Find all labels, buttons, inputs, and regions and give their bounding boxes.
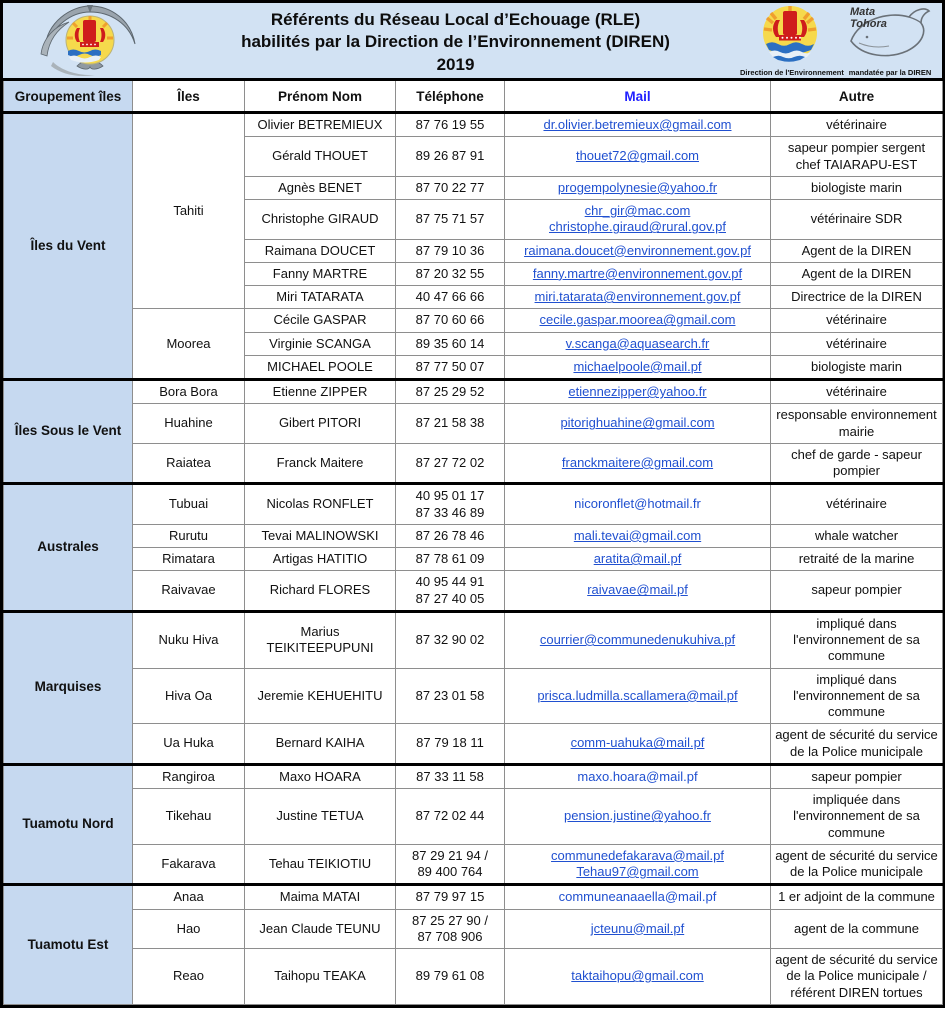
mail-cell	[505, 380, 771, 404]
table-row	[4, 764, 943, 788]
col-header-mail: Mail	[505, 80, 771, 113]
email-link[interactable]: raivavae@mail.pf	[587, 582, 688, 598]
name-cell: Gérald THOUET	[245, 137, 396, 177]
mail-cell	[505, 571, 771, 612]
group-cell: Australes	[4, 484, 133, 612]
phone-cell: 87 75 71 57	[396, 200, 505, 240]
phone-cell: 87 76 19 55	[396, 113, 505, 137]
name-cell: MICHAEL POOLE	[245, 355, 396, 379]
name-cell: Franck Maitere	[245, 443, 396, 484]
name-cell: Maima MATAI	[245, 885, 396, 909]
email-link[interactable]: mali.tevai@gmail.com	[573, 527, 702, 543]
name-cell: Taihopu TEAKA	[245, 949, 396, 1005]
table-header-row	[4, 80, 943, 113]
email-link[interactable]: fanny.martre@environnement.gov.pf	[532, 265, 743, 281]
phone-cell: 87 70 60 66	[396, 309, 505, 332]
mail-cell	[505, 113, 771, 137]
name-cell: Justine TETUA	[245, 789, 396, 845]
email-link[interactable]: prisca.ludmilla.scallamera@mail.pf	[537, 687, 738, 703]
name-cell: Nicolas RONFLET	[245, 484, 396, 525]
autre-cell: vétérinaire SDR	[771, 200, 943, 240]
diren-logo-box	[740, 3, 844, 77]
name-cell: Fanny MARTRE	[245, 262, 396, 285]
table-row	[4, 443, 943, 484]
table-row	[4, 611, 943, 668]
mail-cell	[505, 949, 771, 1005]
mail-cell	[505, 764, 771, 788]
mata-tohora-logo-box	[840, 3, 940, 77]
autre-cell: sapeur pompier	[771, 571, 943, 612]
autre-cell: impliqué dans l'environnement de sa commune	[771, 668, 943, 724]
table-row	[4, 949, 943, 1005]
email-link[interactable]: taktaihopu@gmail.com	[571, 968, 704, 984]
mail-cell	[505, 404, 771, 444]
name-cell: Marius TEIKITEEPUPUNI	[245, 611, 396, 668]
mail-cell	[505, 548, 771, 571]
group-cell: Tuamotu Est	[4, 885, 133, 1005]
autre-cell: 1 er adjoint de la commune	[771, 885, 943, 909]
email-link[interactable]: franckmaitere@gmail.com	[561, 454, 714, 470]
email-link[interactable]: aratita@mail.pf	[593, 551, 682, 566]
col-header-iles: Îles	[133, 80, 245, 113]
mail-cell	[505, 262, 771, 285]
autre-cell: agent de sécurité du service de la Police municipale / référent DIREN tortues	[771, 949, 943, 1005]
autre-cell: agent de sécurité du service de la Police municipale	[771, 844, 943, 885]
french-polynesia-emblem-icon	[759, 3, 821, 65]
email-link[interactable]: communedefakarava@mail.pf	[551, 847, 724, 863]
phone-cell: 87 78 61 09	[396, 548, 505, 571]
phone-cell: 87 79 18 11	[396, 724, 505, 765]
email-link[interactable]: thouet72@gmail.com	[575, 148, 700, 164]
mail-cell	[505, 200, 771, 240]
island-cell: Hiva Oa	[133, 668, 245, 724]
autre-cell: vétérinaire	[771, 113, 943, 137]
name-cell: Gibert PITORI	[245, 404, 396, 444]
phone-cell: 87 23 01 58	[396, 668, 505, 724]
autre-cell: responsable environnement mairie	[771, 404, 943, 444]
phone-cell: 87 20 32 55	[396, 262, 505, 285]
email-link[interactable]: progempolynesie@yahoo.fr	[557, 179, 718, 195]
mail-cell	[505, 355, 771, 379]
table-row	[4, 113, 943, 137]
phone-cell: 89 26 87 91	[396, 137, 505, 177]
autre-cell: impliqué dans l'environnement de sa commune	[771, 611, 943, 668]
group-cell: Îles Sous le Vent	[4, 380, 133, 484]
mail-cell	[505, 524, 771, 547]
rle-table-body	[4, 113, 943, 1005]
diren-caption: Direction de l'Environnement	[740, 68, 844, 77]
email-link[interactable]: v.scanga@aquasearch.fr	[565, 335, 710, 351]
name-cell: Richard FLORES	[245, 571, 396, 612]
email-link[interactable]: etiennezipper@yahoo.fr	[568, 384, 707, 399]
email-link[interactable]: jcteunu@mail.pf	[590, 920, 685, 936]
phone-cell: 87 79 10 36	[396, 239, 505, 262]
phone-cell: 87 21 58 38	[396, 404, 505, 444]
table-row	[4, 909, 943, 949]
email-link[interactable]: Tehau97@gmail.com	[576, 864, 699, 879]
email-link[interactable]: cecile.gaspar.moorea@gmail.com	[539, 312, 736, 328]
email-link[interactable]: pitorighuahine@gmail.com	[560, 415, 715, 431]
mail-cell	[505, 724, 771, 765]
phone-cell: 87 70 22 77	[396, 176, 505, 199]
email-link[interactable]: communeanaaella@mail.pf	[558, 889, 717, 905]
phone-cell: 87 72 02 44	[396, 789, 505, 845]
island-cell: Ua Huka	[133, 724, 245, 765]
email-link[interactable]: maxo.hoara@mail.pf	[577, 768, 698, 784]
island-cell: Raiatea	[133, 443, 245, 484]
autre-cell: agent de la commune	[771, 909, 943, 949]
name-cell: Etienne ZIPPER	[245, 380, 396, 404]
group-cell: Marquises	[4, 611, 133, 764]
autre-cell: Directrice de la DIREN	[771, 286, 943, 309]
name-cell: Olivier BETREMIEUX	[245, 113, 396, 137]
mail-cell	[505, 286, 771, 309]
island-cell: Anaa	[133, 885, 245, 909]
island-cell: Rurutu	[133, 524, 245, 547]
name-cell: Tehau TEIKIOTIU	[245, 844, 396, 885]
mail-cell	[505, 484, 771, 525]
autre-cell: vétérinaire	[771, 309, 943, 332]
table-row	[4, 380, 943, 404]
title-line2: habilités par la Direction de l’Environnement (DIREN)	[241, 32, 670, 52]
phone-cell: 87 25 27 90 / 87 708 906	[396, 909, 505, 949]
autre-cell: agent de sécurité du service de la Police municipale	[771, 724, 943, 765]
email-link[interactable]: michaelpoole@mail.pf	[573, 358, 702, 374]
island-cell: Tahiti	[133, 113, 245, 309]
autre-cell: sapeur pompier	[771, 764, 943, 788]
phone-cell: 87 25 29 52	[396, 380, 505, 404]
name-cell: Tevai MALINOWSKI	[245, 524, 396, 547]
mata-label-line1: Mata	[850, 6, 876, 18]
name-cell: Jeremie KEHUEHITU	[245, 668, 396, 724]
autre-cell: vétérinaire	[771, 484, 943, 525]
header-logos	[740, 3, 940, 78]
mail-cell	[505, 668, 771, 724]
mail-cell	[505, 239, 771, 262]
autre-cell: retraité de la marine	[771, 548, 943, 571]
table-row	[4, 724, 943, 765]
phone-cell: 40 47 66 66	[396, 286, 505, 309]
island-cell: Moorea	[133, 309, 245, 380]
name-cell: Christophe GIRAUD	[245, 200, 396, 240]
table-row	[4, 524, 943, 547]
mail-cell	[505, 611, 771, 668]
island-cell: Tikehau	[133, 789, 245, 845]
island-cell: Rimatara	[133, 548, 245, 571]
phone-cell: 87 32 90 02	[396, 611, 505, 668]
mail-cell	[505, 443, 771, 484]
autre-cell: sapeur pompier sergent chef TAIARAPU-EST	[771, 137, 943, 177]
table-row	[4, 789, 943, 845]
autre-cell: biologiste marin	[771, 176, 943, 199]
mail-cell	[505, 176, 771, 199]
phone-cell: 87 27 72 02	[396, 443, 505, 484]
phone-cell: 40 95 01 17 87 33 46 89	[396, 484, 505, 525]
name-cell: Cécile GASPAR	[245, 309, 396, 332]
mata-tohora-caption: mandatée par la DIREN	[848, 68, 932, 77]
email-link[interactable]: pension.justine@yahoo.fr	[564, 808, 711, 824]
table-row	[4, 309, 943, 332]
email-link[interactable]: nicoronflet@hotmail.fr	[574, 496, 701, 512]
table-row	[4, 885, 943, 909]
phone-cell: 89 79 61 08	[396, 949, 505, 1005]
autre-cell: whale watcher	[771, 524, 943, 547]
email-link[interactable]: christophe.giraud@rural.gov.pf	[549, 219, 726, 235]
island-cell: Fakarava	[133, 844, 245, 885]
rle-stranding-network-logo-icon	[33, 4, 147, 78]
island-cell: Reao	[133, 949, 245, 1005]
referents-table	[3, 78, 943, 1005]
phone-cell: 89 35 60 14	[396, 332, 505, 355]
autre-cell: Agent de la DIREN	[771, 262, 943, 285]
autre-cell: vétérinaire	[771, 380, 943, 404]
name-cell: Maxo HOARA	[245, 764, 396, 788]
phone-cell: 87 79 97 15	[396, 885, 505, 909]
group-cell: Tuamotu Nord	[4, 764, 133, 885]
island-cell: Nuku Hiva	[133, 611, 245, 668]
email-link[interactable]: chr_gir@mac.com	[584, 203, 691, 218]
name-cell: Bernard KAIHA	[245, 724, 396, 765]
autre-cell: impliquée dans l'environnement de sa commune	[771, 789, 943, 845]
phone-cell: 87 33 11 58	[396, 764, 505, 788]
table-row	[4, 571, 943, 612]
phone-cell: 87 26 78 46	[396, 524, 505, 547]
name-cell: Artigas HATITIO	[245, 548, 396, 571]
page-title	[168, 9, 743, 76]
email-link[interactable]: courrier@communedenukuhiva.pf	[539, 632, 736, 647]
table-row	[4, 548, 943, 571]
name-cell: Agnès BENET	[245, 176, 396, 199]
island-cell: Tubuai	[133, 484, 245, 525]
title-year: 2019	[436, 54, 475, 74]
island-cell: Raivavae	[133, 571, 245, 612]
email-link[interactable]: raimana.doucet@environnement.gov.pf	[524, 242, 751, 258]
island-cell: Hao	[133, 909, 245, 949]
table-row	[4, 404, 943, 444]
mail-cell	[505, 885, 771, 909]
autre-cell: vétérinaire	[771, 332, 943, 355]
col-header-prenom-nom: Prénom Nom	[245, 80, 396, 113]
phone-cell: 40 95 44 91 87 27 40 05	[396, 571, 505, 612]
email-link[interactable]: dr.olivier.betremieux@gmail.com	[543, 117, 732, 132]
island-cell: Huahine	[133, 404, 245, 444]
mata-tohora-label	[850, 7, 887, 30]
header-band	[3, 3, 942, 78]
mail-cell	[505, 332, 771, 355]
mail-cell	[505, 909, 771, 949]
mail-cell	[505, 309, 771, 332]
autre-cell: biologiste marin	[771, 355, 943, 379]
table-row	[4, 668, 943, 724]
email-link[interactable]: miri.tatarata@environnement.gov.pf	[534, 289, 741, 304]
autre-cell: chef de garde - sapeur pompier	[771, 443, 943, 484]
col-header-autre: Autre	[771, 80, 943, 113]
col-header-telephone: Téléphone	[396, 80, 505, 113]
table-row	[4, 484, 943, 525]
mail-cell	[505, 844, 771, 885]
phone-cell: 87 29 21 94 / 89 400 764	[396, 844, 505, 885]
island-cell: Bora Bora	[133, 380, 245, 404]
name-cell: Virginie SCANGA	[245, 332, 396, 355]
email-link[interactable]: comm-uahuka@mail.pf	[570, 735, 705, 751]
mail-cell	[505, 789, 771, 845]
col-header-groupement: Groupement îles	[4, 80, 133, 113]
island-cell: Rangiroa	[133, 764, 245, 788]
name-cell: Miri TATARATA	[245, 286, 396, 309]
name-cell: Jean Claude TEUNU	[245, 909, 396, 949]
group-cell: Îles du Vent	[4, 113, 133, 380]
autre-cell: Agent de la DIREN	[771, 239, 943, 262]
table-row	[4, 844, 943, 885]
mata-label-line2: Tohora	[850, 17, 887, 30]
name-cell: Raimana DOUCET	[245, 239, 396, 262]
title-line1: Référents du Réseau Local d’Echouage (RLE)	[270, 10, 641, 29]
phone-cell: 87 77 50 07	[396, 355, 505, 379]
mail-cell	[505, 137, 771, 177]
